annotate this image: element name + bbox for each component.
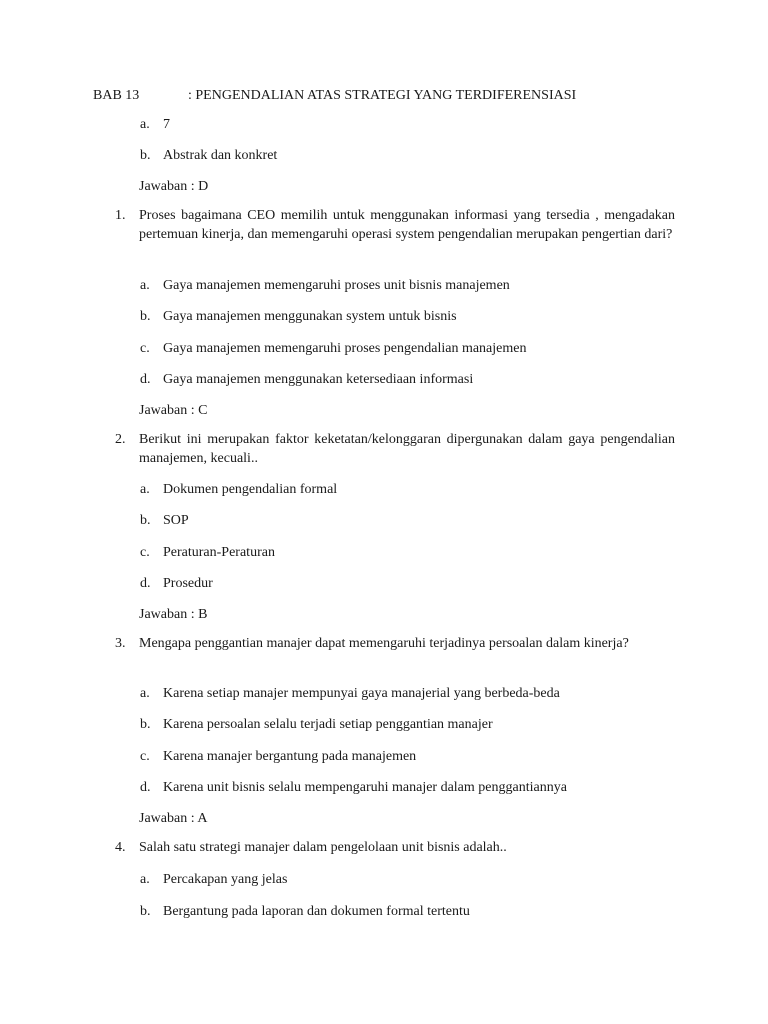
option-letter: b. <box>140 309 151 324</box>
option-text: Gaya manajemen menggunakan system untuk bisnis <box>163 309 457 324</box>
option-letter: d. <box>140 372 151 387</box>
chapter-number: BAB 13 <box>93 88 140 103</box>
option-text: Percakapan yang jelas <box>163 872 288 887</box>
question-number: 2. <box>115 432 126 447</box>
option-text: Gaya manajemen menggunakan ketersediaan informasi <box>163 372 474 387</box>
option-text: Abstrak dan konkret <box>163 148 278 163</box>
option-letter: b. <box>140 717 151 732</box>
question-number: 1. <box>115 208 126 223</box>
answer-key: Jawaban : C <box>139 403 208 418</box>
option-letter: a. <box>140 278 150 293</box>
option-letter: c. <box>140 341 150 356</box>
option-letter: c. <box>140 545 150 560</box>
answer-key: Jawaban : D <box>139 179 209 194</box>
option-letter: d. <box>140 780 151 795</box>
question-text: Mengapa penggantian manajer dapat memengaruhi terjadinya persoalan dalam kinerja? <box>139 636 629 651</box>
question-number: 3. <box>115 636 126 651</box>
option-text: Peraturan-Peraturan <box>163 545 275 560</box>
option-text: Gaya manajemen memengaruhi proses unit bisnis manajemen <box>163 278 510 293</box>
option-text: Karena persoalan selalu terjadi setiap penggantian manajer <box>163 717 493 732</box>
option-letter: a. <box>140 686 150 701</box>
option-letter: b. <box>140 148 151 163</box>
option-letter: b. <box>140 904 151 919</box>
option-letter: a. <box>140 482 150 497</box>
chapter-title: : PENGENDALIAN ATAS STRATEGI YANG TERDIFERENSIASI <box>188 88 577 103</box>
option-letter: a. <box>140 872 150 887</box>
option-text: 7 <box>163 117 170 132</box>
question-number: 4. <box>115 840 126 855</box>
option-letter: b. <box>140 513 151 528</box>
option-text: Prosedur <box>163 576 213 591</box>
answer-key: Jawaban : B <box>139 607 208 622</box>
option-letter: d. <box>140 576 151 591</box>
option-text: Dokumen pengendalian formal <box>163 482 338 497</box>
option-text: Karena setiap manajer mempunyai gaya manajerial yang berbeda-beda <box>163 686 560 701</box>
option-text: Karena manajer bergantung pada manajemen <box>163 749 417 764</box>
option-text: Bergantung pada laporan dan dokumen formal tertentu <box>163 904 470 919</box>
option-text: SOP <box>163 513 189 528</box>
option-text: Karena unit bisnis selalu mempengaruhi manajer dalam penggantiannya <box>163 780 567 795</box>
question-text: Proses bagaimana CEO memilih untuk menggunakan informasi yang tersedia , mengadakan pertemuan kinerja, dan memengaruhi operasi system pengendalian merupakan pengertian dari? <box>139 208 675 242</box>
answer-key: Jawaban : A <box>139 811 208 826</box>
chapter-heading <box>93 86 576 105</box>
question-text: Berikut ini merupakan faktor keketatan/kelonggaran dipergunakan dalam gaya pengendalian manajemen, kecuali.. <box>139 432 675 466</box>
option-letter: c. <box>140 749 150 764</box>
option-text: Gaya manajemen memengaruhi proses pengendalian manajemen <box>163 341 527 356</box>
option-letter: a. <box>140 117 150 132</box>
question-text: Salah satu strategi manajer dalam pengelolaan unit bisnis adalah.. <box>139 840 507 855</box>
